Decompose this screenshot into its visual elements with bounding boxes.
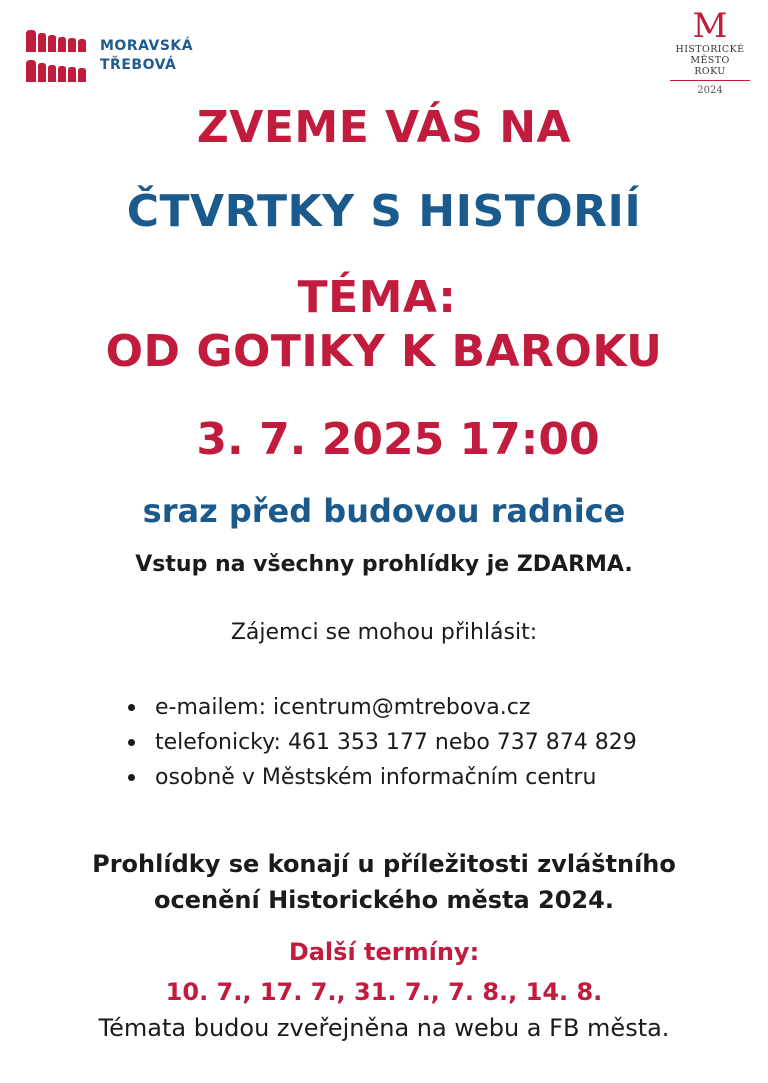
theme-label <box>0 272 768 323</box>
bullet-icon <box>128 739 135 746</box>
event-datetime-text: 3. 7. 2025 17:00 <box>196 414 600 465</box>
award-logo-line3: ROKU <box>694 66 726 77</box>
occasion-line1: Prohlídky se konají u příležitosti zvláštního <box>92 850 676 878</box>
award-logo-line2: MĚSTO <box>690 55 730 66</box>
free-entry-note: Vstup na všechny prohlídky je ZDARMA. <box>135 552 633 577</box>
list-item <box>128 725 637 760</box>
town-name-line1: MORAVSKÁ <box>100 38 194 54</box>
next-dates-label: Další termíny: <box>288 938 480 966</box>
topics-note: Témata budou zveřejněna na webu a FB města. <box>98 1014 670 1042</box>
event-datetime <box>0 414 768 465</box>
bullet-icon <box>128 704 135 711</box>
town-name <box>100 37 193 75</box>
contact-list <box>128 690 637 795</box>
moravska-trebova-logo <box>26 30 193 82</box>
contact-phone: telefonicky: 461 353 177 nebo 737 874 829 <box>155 730 637 755</box>
theme-label-text: TÉMA: <box>297 272 457 323</box>
occasion-note <box>0 846 768 918</box>
occasion-line2: ocenění Historického města 2024. <box>154 886 614 914</box>
next-dates: 10. 7., 17. 7., 31. 7., 7. 8., 14. 8. <box>165 978 603 1006</box>
town-logo-icon <box>26 30 92 82</box>
list-item <box>128 760 637 795</box>
historic-town-award-logo <box>670 8 750 96</box>
headline-series: ČTVRTKY S HISTORIÍ <box>126 186 642 237</box>
contact-email: e-mailem: icentrum@mtrebova.cz <box>155 695 531 720</box>
theme-title: OD GOTIKY K BAROKU <box>105 326 663 377</box>
list-item <box>128 690 637 725</box>
town-name-line2: TŘEBOVÁ <box>100 57 177 73</box>
signup-intro: Zájemci se mohou přihlásit: <box>230 620 538 645</box>
award-logo-letter: M <box>692 6 728 46</box>
meeting-point: sraz před budovou radnice <box>142 492 626 530</box>
award-logo-year: 2024 <box>697 85 723 96</box>
headline-invite: ZVEME VÁS NA <box>196 102 572 153</box>
contact-in-person: osobně v Městském informačním centru <box>155 765 597 790</box>
award-logo-divider <box>670 80 750 81</box>
award-logo-line1: HISTORICKÉ <box>675 44 745 55</box>
bullet-icon <box>128 774 135 781</box>
